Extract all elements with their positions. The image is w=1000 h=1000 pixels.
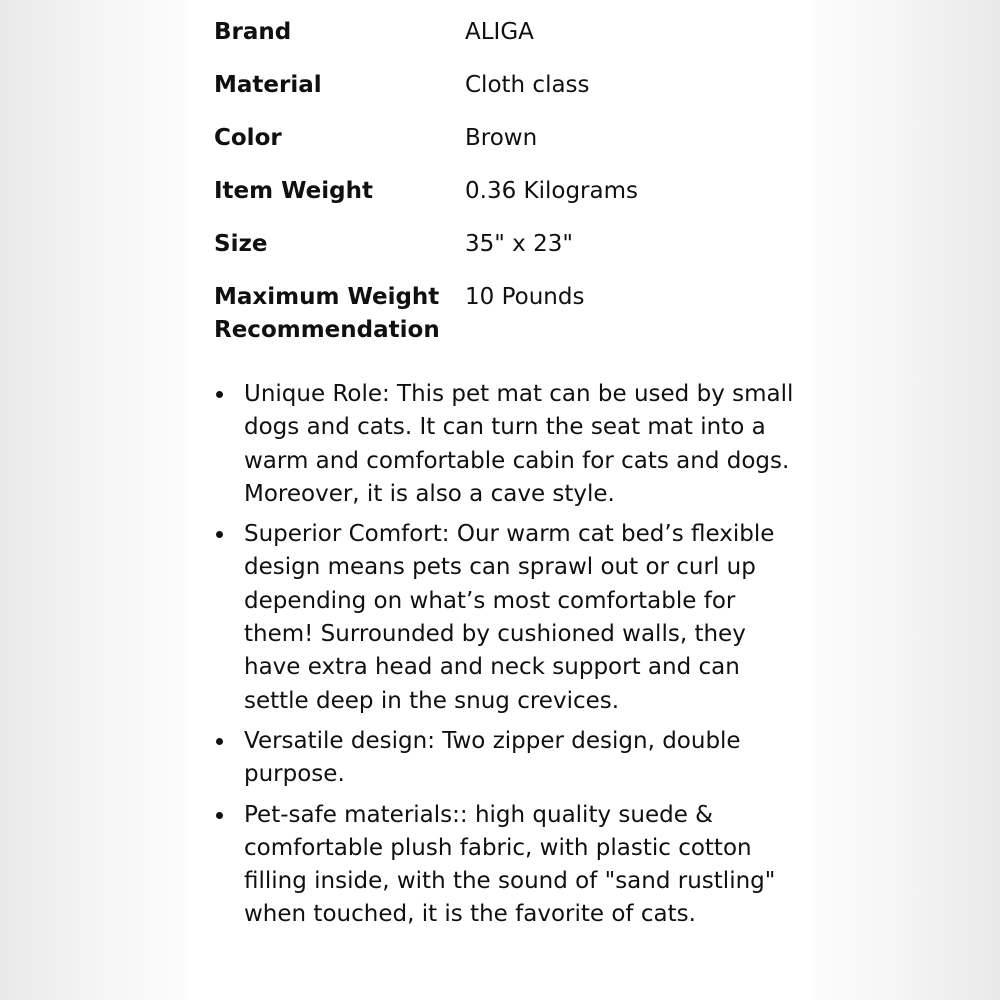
bullet-dot-icon [216, 391, 223, 398]
spec-row-item-weight [214, 175, 794, 208]
bullet-dot-icon [216, 812, 223, 819]
spec-value: ALIGA [465, 19, 534, 45]
spec-row-color [214, 122, 794, 155]
feature-bullet [214, 799, 794, 932]
spec-label: Material [214, 72, 322, 98]
spec-label: Maximum Weight Recommendation [214, 284, 440, 343]
feature-bullet [214, 518, 794, 718]
feature-bullet-text: Unique Role: This pet mat can be used by small dogs and cats. It can turn the seat mat into a warm and comfortable cabin for cats and dogs. Moreover, it is also a cave style. [244, 381, 794, 507]
feature-bullet-list [214, 378, 794, 939]
spec-row-material [214, 69, 794, 102]
spec-label: Size [214, 231, 268, 257]
feature-bullet [214, 378, 794, 511]
feature-bullet-text: Pet-safe materials:: high quality suede & comfortable plush fabric, with plastic cotton filling inside, with the sound of "sand rustling" when touched, it is the favorite of cats. [244, 801, 776, 928]
bullet-dot-icon [216, 738, 223, 745]
spec-row-max-weight [214, 281, 794, 347]
spec-row-brand [214, 16, 794, 49]
bullet-dot-icon [216, 531, 223, 538]
feature-bullet-text: Versatile design: Two zipper design, double purpose. [244, 727, 741, 788]
spec-value: 35" x 23" [465, 231, 573, 257]
feature-bullet-text: Superior Comfort: Our warm cat bed’s flexible design means pets can sprawl out or curl up depending on what’s most comfortable for them! Surrounded by cushioned walls, they have extra head and neck support and can settle deep in the snug crevices. [244, 521, 775, 714]
spec-label: Color [214, 125, 282, 151]
spec-row-size [214, 228, 794, 261]
spec-value: Cloth class [465, 72, 590, 98]
spec-value: 10 Pounds [465, 284, 585, 310]
spec-label: Brand [214, 19, 292, 45]
spec-value: Brown [465, 125, 538, 151]
feature-bullet [214, 725, 794, 792]
spec-value: 0.36 Kilograms [465, 178, 638, 204]
spec-label: Item Weight [214, 178, 373, 204]
product-specs-table [214, 16, 794, 367]
